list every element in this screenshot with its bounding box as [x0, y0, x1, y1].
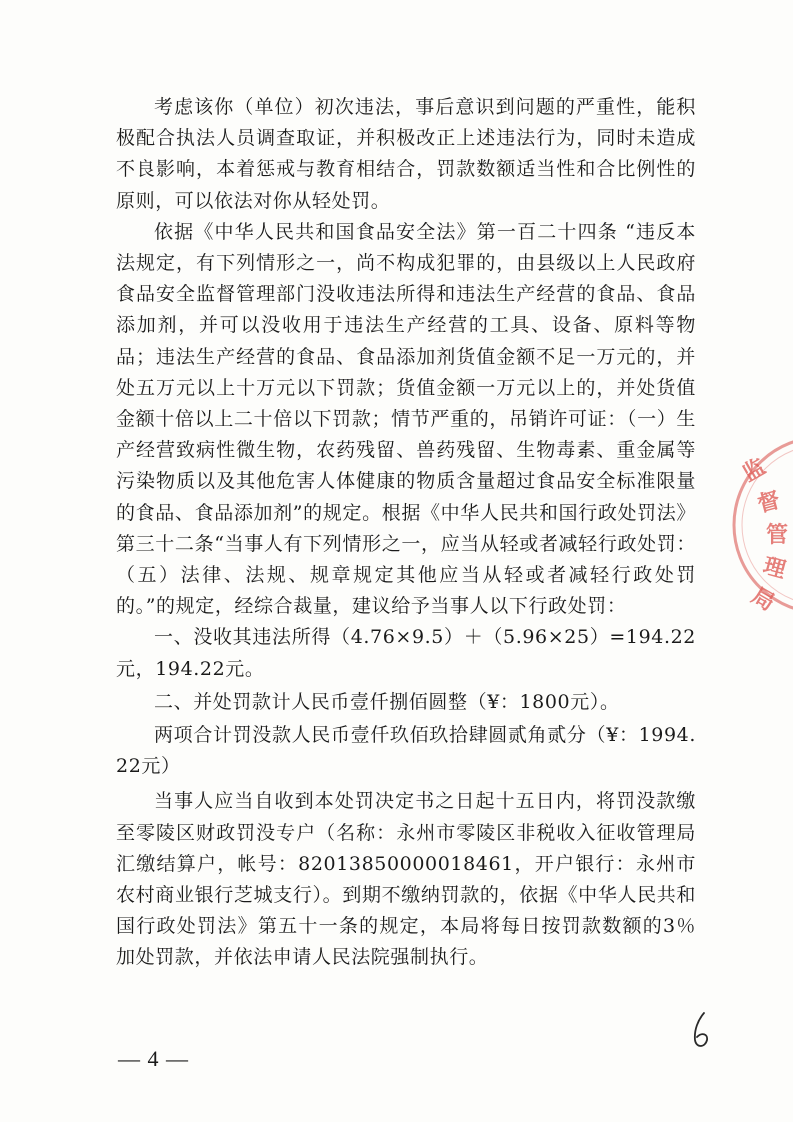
paragraph-legal-basis: 依据《中华人民共和国食品安全法》第一百二十四条 “违反本法规定，有下列情形之一，尚不构成犯罪的，由县级以上人民政府食品安全监督管理部门没收违法所得和违法生产经营的食品、食品添加剂，并可以没收用于违法生产经营的工具、设备、原料等物品；违法生产经营的食品、食品添加剂货值金额不足一万元的，并处五万元以上十万元以下罚款；货值金额一万元以上的，并处货值金额十倍以上二十倍以下罚款；情节严重的，吊销许可证：（一）生产经营致病性微生物，农药残留、兽药残留、生物毒素、重金属等污染物质以及其他危害人体健康的物质含量超过食品安全标准限量的食品、食品添加剂”的规定。根据《中华人民共和国行政处罚法》第三十二条“当事人有下列情形之一，应当从轻或者减轻行政处罚：（五）法律、法规、规章规定其他应当从轻或者减轻行政处罚的。”的规定，经综合裁量，建议给予当事人以下行政处罚： — [116, 220, 696, 618]
paragraph-penalty-total: 两项合计罚没款人民币壹仟玖佰玖拾肆圆贰角贰分（¥：1994.22元） — [116, 724, 696, 778]
paragraph-leniency: 考虑该你（单位）初次违法，事后意识到问题的严重性，能积极配合执法人员调查取证，并积极改正上述违法行为，同时未造成不良影响，本着惩戒与教育相结合，罚款数额适当性和合比例性的原则，可以依法对你从轻处罚。 — [116, 96, 696, 212]
svg-text:监: 监 — [738, 453, 771, 488]
svg-text:局: 局 — [747, 582, 780, 617]
official-seal-stamp — [712, 430, 793, 620]
paragraph-payment-instructions: 当事人应当自收到本处罚决定书之日起十五日内，将罚没款缴至零陵区财政罚没专户（名称：永州市零陵区非税收入征收管理局汇缴结算户，帐号：82013850000018461，开户银行：永州市农村商业银行芝城支行）。到期不缴纳罚款的，依据《中华人民共和国行政处罚法》第五十一条的规定，本局将每日按罚款数额的3％加处罚款，并依法申请人民法院强制执行。 — [116, 790, 696, 969]
page-number: — 4 — — [118, 1046, 189, 1071]
document-body — [116, 92, 696, 974]
paragraph-penalty-fine: 二、并处罚款计人民币壹仟捌佰圆整（¥：1800元）。 — [154, 690, 620, 713]
handwritten-page-mark — [690, 1010, 714, 1050]
svg-text:管: 管 — [766, 522, 789, 548]
svg-text:理: 理 — [760, 552, 789, 584]
svg-text:督: 督 — [754, 486, 783, 518]
paragraph-penalty-confiscation: 一、没收其违法所得（4.76×9.5）＋（5.96×25）=194.22元，194.22元。 — [116, 626, 696, 680]
